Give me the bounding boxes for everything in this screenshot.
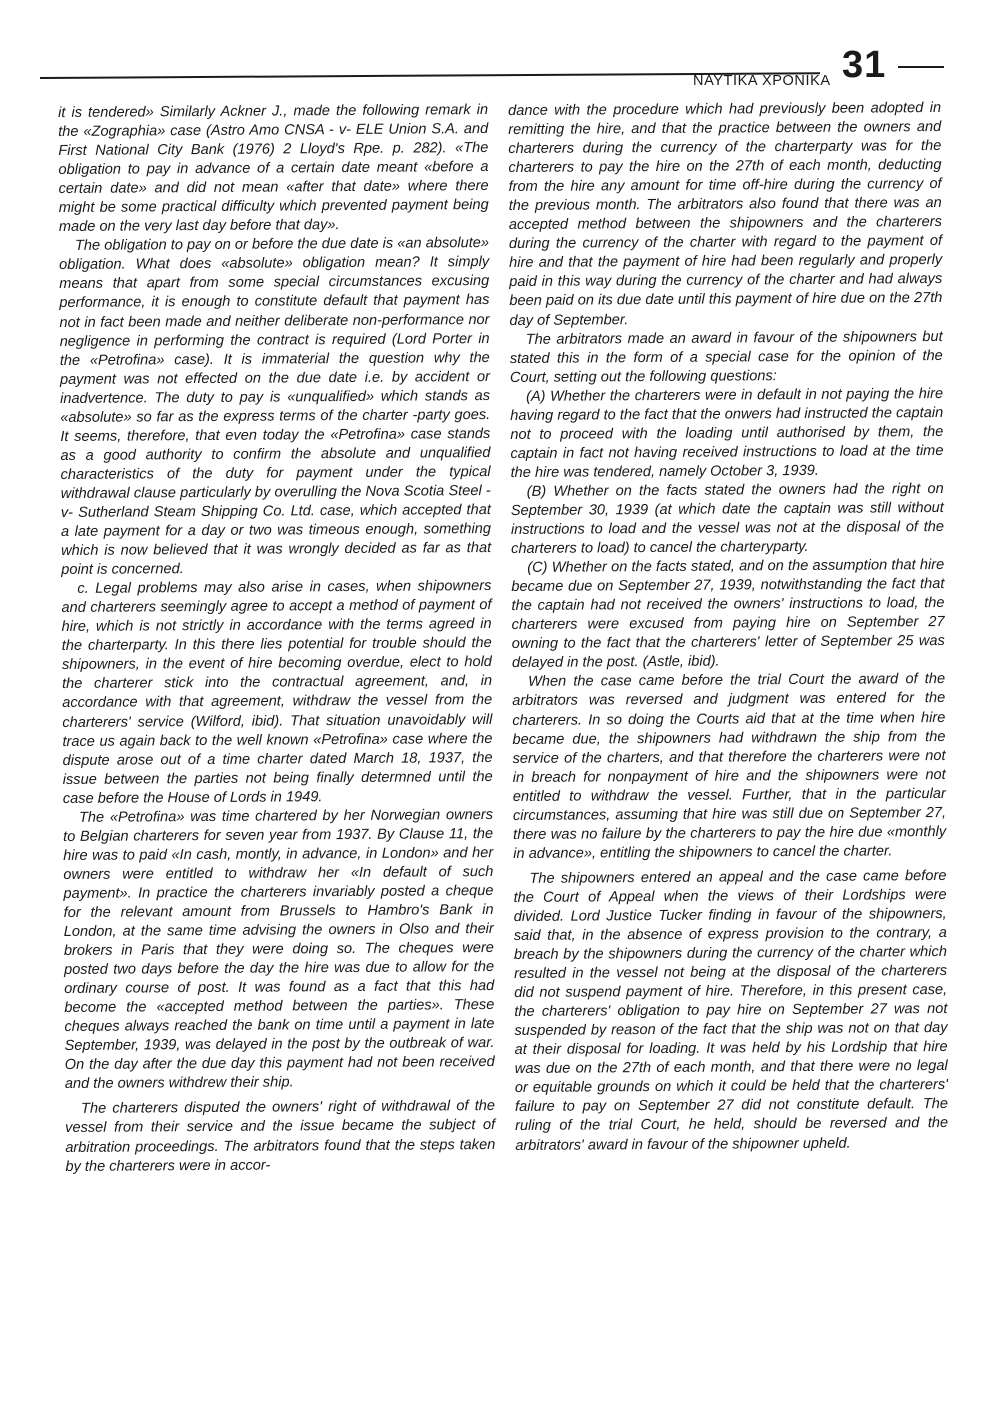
paragraph: The «Petrofina» was time chartered by her Norwegian owners to Belgian charterers for seven year from 1937. By Clause 11, the hire was to paid «In cash, montly, in advance, in London» and her owners were entitled to withdraw her «In default of such payment». In practice the charterers invariably posted a cheque for the relevant amount from Brussels to Hambro's Bank in London, at the same time advising the owners in Olso and their brokers in Paris that they were doing so. The cheques were posted two days before the day the hire was due to allow for the ordinary course of post. It was found as a fact that this had become the «accepted method between the parties». These cheques always reached the bank on time until a payment in late September, 1939, was delayed in the post by the outbreak of war. On the day after the due day this payment had not been received and the owners withdrew their ship. [63, 806, 495, 1093]
paragraph: The charterers disputed the owners' right of withdrawal of the vessel from their service and the issue became the subject of arbitration proceedings. The arbitrators found that the steps taken by the charterers were in accor- [65, 1098, 496, 1175]
paragraph: The obligation to pay on or before the due date is «an absolute» obligation. What does «absolute» obligation mean? It simply means that apart from some special circumstances excusing performance, it is enough to constitute default that payment has not in fact been made and neither deliberate non-performance nor negligence in performing the contract is required (Lord Porter in the «Petrofina» case). It is immaterial the question why the payment was not effected on the due date i.e. by accident or inadvertence. The duty to pay is «unqualified» which stands as «absolute» so far as the express terms of the charter -party goes. It seems, therefore, that even today the «Petrofina» case stands as a good authority to confirm the absolute and unqualified characteristics of the duty for payment under the typical withdrawal clause particularly by overulling the Nova Scotia Steel -v- Sutherland Steam Shipping Co. Ltd. case, which accepted that a late payment for a day or two was timeous enough, something which is now believed that it was wrongly decided as far as that point is concerned. [59, 235, 492, 579]
right-column [508, 99, 948, 1156]
paragraph: (B) Whether on the facts stated the owners had the right on September 30, 1939 (at which date the captain was still without instructions to load and the vessel was not at the disposal of the charterers to load) to cancel the charteryparty. [510, 480, 945, 558]
paragraph: When the case came before the trial Court the award of the arbitrators was reversed and judgment was entered for the charterers. In so doing the Courts aid that at the time when hire became due, the shipowners had withdrawn the ship from the service of the charters, and that therefore the charterers were not in breach for nonpayment of hire and the shipowners were not entitled to withdraw the vessel. Further, that in the particular circumstances, assuming that hire was still due on September 27, there was no failure by the charterers to pay the hire due «monthly in advance», entitling the shipowners to cancel the charter. [512, 671, 947, 862]
paragraph: dance with the procedure which had previously been adopted in remitting the hire, and that the practice between the owners and charterers during the currency of the charterparty was for the charterers to pay the hire on the 27th of each month, deducting from the hire any amount for time off-hire during the currency of the previous month. The arbitrators also found that there was an accepted method between the shipowners and the charterers during the currency of the charter with regard to the payment of hire and that the payment of hire had been regularly and properly paid in this way during the currency of the charter and had always been paid on its due date until this payment of hire due on the 27th day of September. [508, 99, 943, 329]
paragraph: (C) Whether on the facts stated, and on the assumption that hire became due on September 27, 1939, notwithstanding the fact that the captain had not received the owners' instructions to load, the charterers were excused from paying hire on September 27 owning to the fact that the charterers' letter of September 25 was delayed in the post. (Astle, ibid). [511, 557, 945, 672]
header-rule-right [898, 66, 944, 68]
paragraph: it is tendered» Similarly Ackner J., made the following remark in the «Zographia» case (Astro Amo CNSA - v- ELE Union S.A. and First National City Bank (1976) 2 Lloyd's Rpe. p. 282). «The obligation to pay in advance of a certain date meant «before a certain date» and did not mean «after that date» where there might be some practical difficulty which prevented payment being made on the very last day before that day». [58, 101, 489, 236]
journal-name: ΝΑΥΤΙΚΑ ΧΡΟΝΙΚΑ [693, 73, 831, 89]
paragraph: The arbitrators made an award in favour of the shipowners but stated this in the form of a special case for the opinion of the Court, setting out the following questions: [509, 328, 943, 386]
page-header [0, 0, 1000, 100]
paragraph: The shipowners entered an appeal and the case came before the Court of Appeal when the views of their Lordships were divided. Lord Justice Tucker finding in favour of the shipowners, said that, in the absence of express provision to the contrary, a breach by the shipowners during the currency of the charter which resulted in the vessel not being at the disposal of the charterers did not suspend payment of hire. Therefore, in this present case, the charterers' obligation to pay hire on September 27 was not suspended by reason of the fact that the ship was not on that day at their disposal for loading. It was held by his Lordship that hire was due on the 27th of each month, and that there were no legal or equitable grounds on which it could be held that the charterers' failure to pay on September 27 did not constitute default. The ruling of the trial Court, he held, should be reversed and the arbitrators' award in favour of the shipowner upheld. [513, 867, 949, 1154]
paragraph: (A) Whether the charterers were in default in not paying the hire having regard to the fact that the onwers had instructed the captain not to proceed with the loading until authorised by them, the captain in fact not having received instructions to load at the time the hire was tendered, namely October 3, 1939. [510, 385, 944, 481]
paragraph: c. Legal problems may also arise in cases, when shipowners and charterers seemingly agree to accept a method of payment of hire, which is not strictly in accordance with the terms agreed in the charterparty. In this there lies potential for trouble should the shipowners, in the event of hire becoming overdue, elect to hold the charterer stick into the contractual agreement, and, in accordance with that agreement, withdraw the vessel from the charterers' service (Wilford, ibid). That situation unavoidably will trace us again back to the well known «Petrofina» case where the dispute arose out of a time charter dated March 18, 1937, the issue between the parties not being finally determned until the case before the House of Lords in 1949. [61, 578, 493, 807]
page-number: 31 [842, 44, 887, 86]
left-column [58, 101, 495, 1177]
